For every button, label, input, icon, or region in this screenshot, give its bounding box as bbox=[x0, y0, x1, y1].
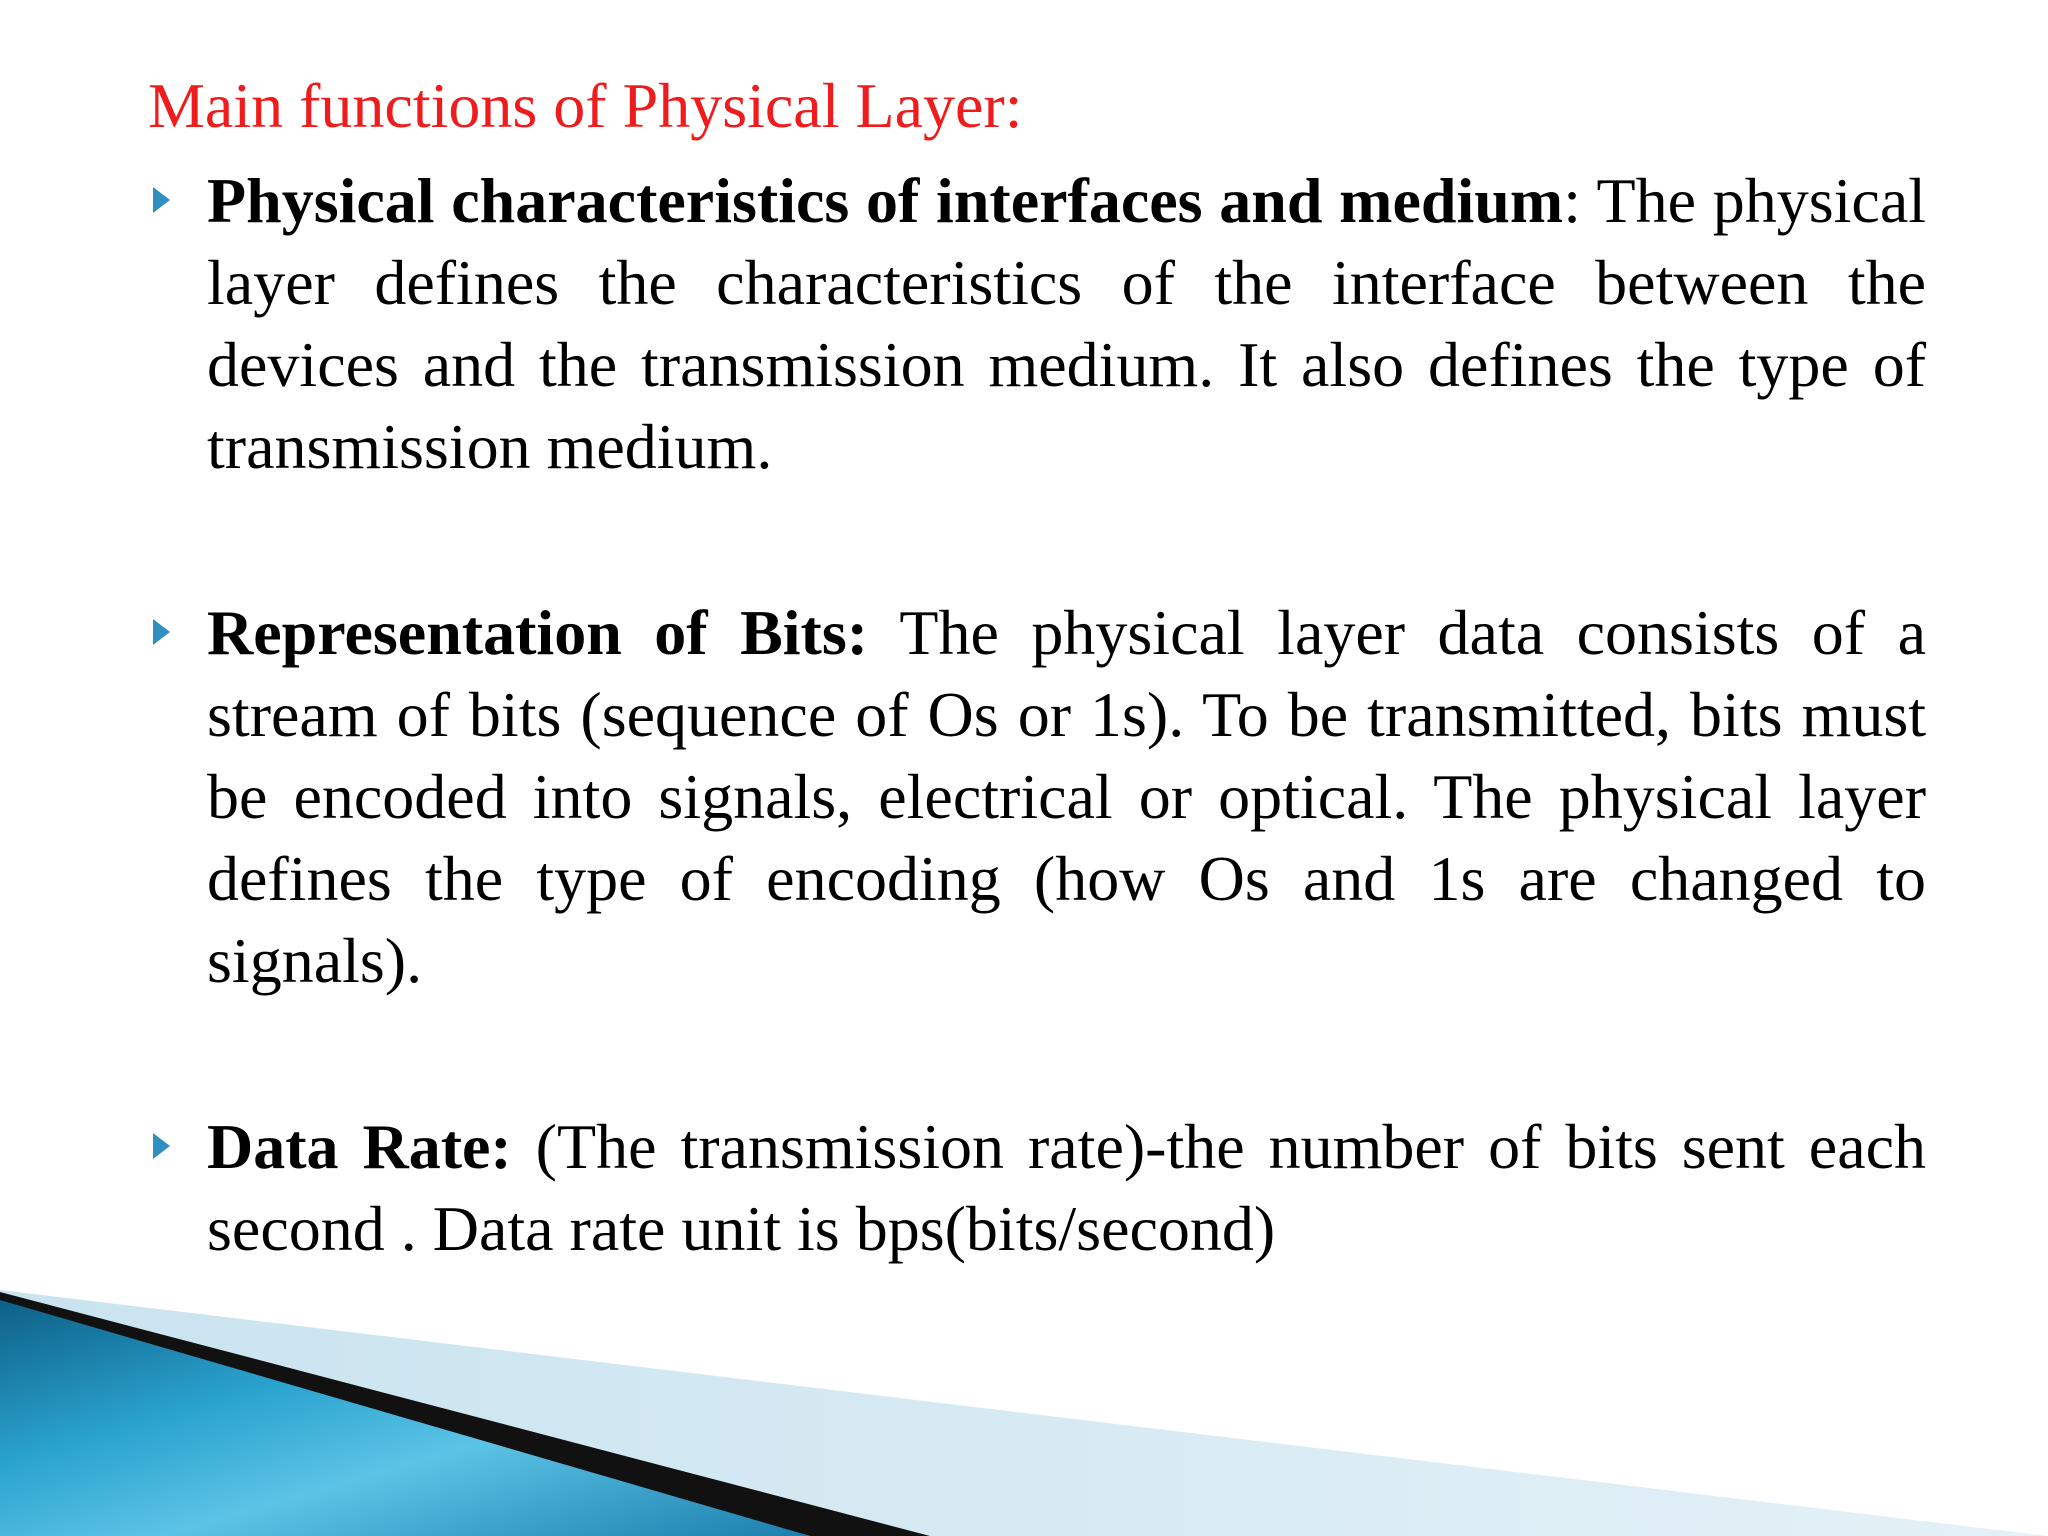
bullet-description: The physical layer defines the characteristics of the interface between the devices and the transmission medium. It also defines the type of transmission medium. bbox=[207, 165, 1927, 482]
bullet-arrow-icon bbox=[153, 619, 170, 645]
bullet-arrow-icon bbox=[153, 1133, 170, 1159]
bullet-term: Physical characteristics of interfaces and medium bbox=[207, 165, 1564, 236]
bullet-text bbox=[207, 592, 1926, 1002]
bullet-text bbox=[207, 1106, 1926, 1270]
bullet-arrow-icon bbox=[153, 187, 170, 213]
slide-title: Main functions of Physical Layer: bbox=[148, 70, 1023, 141]
bullet-term: Representation of Bits: bbox=[207, 597, 869, 668]
bullet-description: The physical layer data consists of a stream of bits (sequence of Os or 1s). To be transmitted, bits must be encoded into signals, electrical or optical. The physical layer defines the type of encoding (how Os and 1s are changed to signals). bbox=[207, 597, 1927, 996]
bullet-description: (The transmission rate)-the number of bits sent each second . Data rate unit is bps(bits/second) bbox=[207, 1111, 1927, 1264]
bullet-term: Data Rate: bbox=[207, 1111, 512, 1182]
bullet-text bbox=[207, 160, 1926, 488]
bullet-separator: : bbox=[1563, 165, 1581, 236]
